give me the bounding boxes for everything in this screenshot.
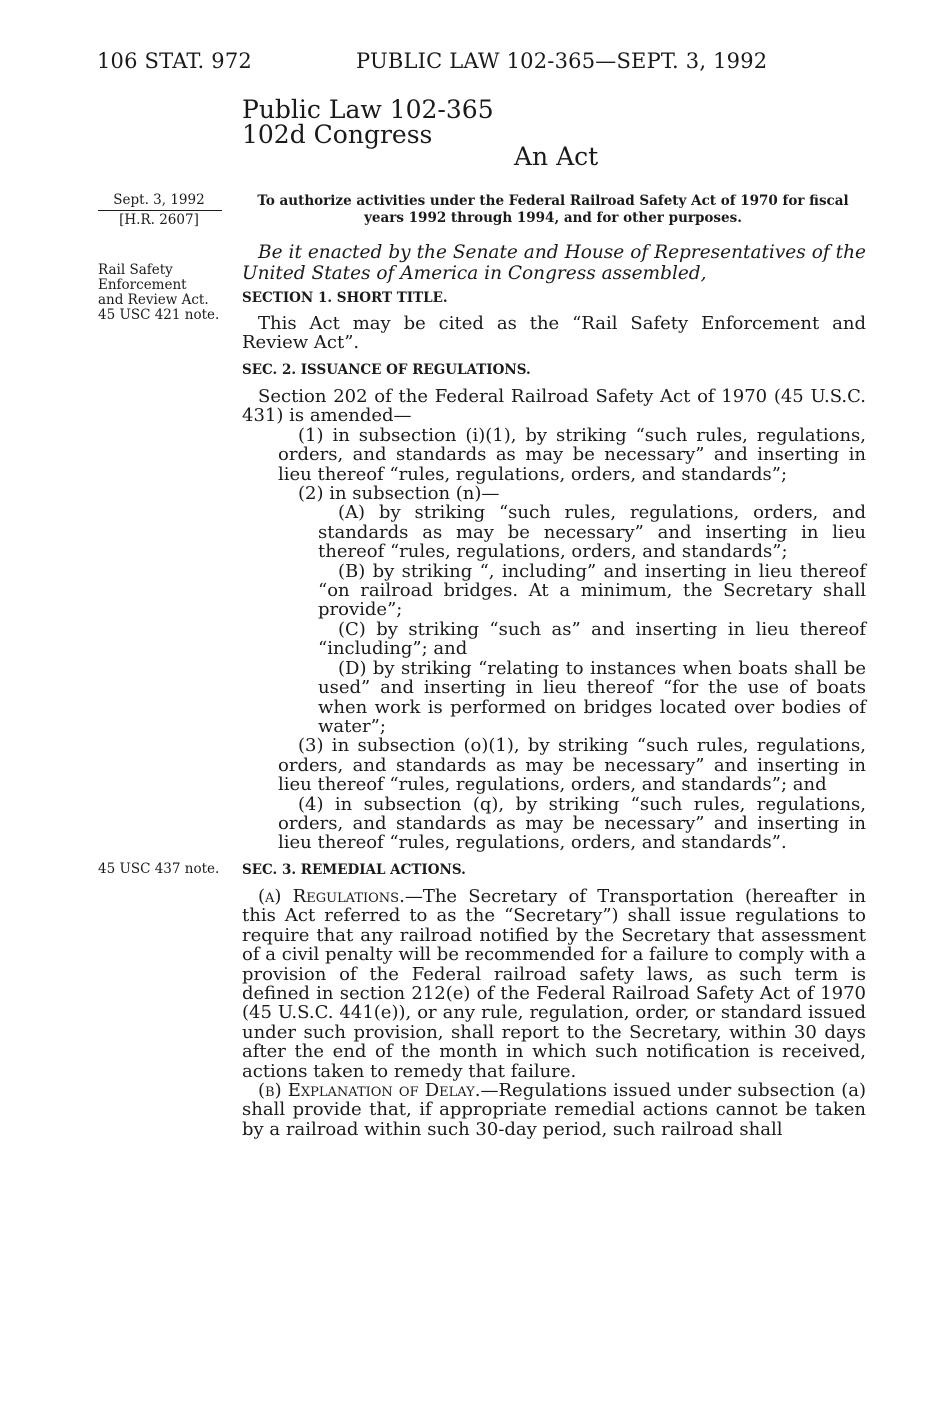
- section-2-para-d: (D) by striking “relating to instances when boats shall be used” and inserting in lieu thereof “for the use of boats when work is performed on bridges located over bodies of water”;: [318, 657, 866, 737]
- congress-label: 102d Congress: [242, 120, 433, 149]
- act-title: An Act: [514, 142, 599, 171]
- section-2-para-c: (C) by striking “such as” and inserting in lieu thereof “including”; and: [318, 618, 866, 660]
- purpose-line-2: years 1992 through 1994, and for other purposes.: [364, 210, 742, 226]
- section-2-para-a: (A) by striking “such rules, regulations, orders, and standards as may be necessary” and inserting in lieu thereof “rules, regulations, orders, and standards”;: [318, 502, 866, 563]
- section-1-text: This Act may be cited as the “Rail Safety Enforcement and Review Act”.: [242, 313, 866, 354]
- section-1-heading: SECTION 1. SHORT TITLE.: [242, 290, 448, 306]
- section-2-intro: Section 202 of the Federal Railroad Safety Act of 1970 (45 U.S.C. 431) is amended—: [242, 386, 866, 427]
- section-2-para-2: (2) in subsection (n)—: [298, 483, 500, 505]
- margin-divider: [98, 210, 222, 211]
- margin-usc-421: 45 USC 421 note.: [98, 307, 220, 323]
- public-law-number: Public Law 102-365: [242, 95, 494, 124]
- margin-short-title-line: Enforcement: [98, 277, 187, 293]
- section-2-body: [242, 387, 866, 853]
- section-2-heading: SEC. 2. ISSUANCE OF REGULATIONS.: [242, 362, 531, 378]
- margin-usc-437: 45 USC 437 note.: [98, 861, 220, 877]
- margin-short-title-line: Rail Safety: [98, 262, 173, 278]
- margin-bill-number: [H.R. 2607]: [119, 212, 199, 228]
- section-2-para-b: (B) by striking “, including” and inserting in lieu thereof “on railroad bridges. At a minimum, the Secretary shall provide”;: [318, 560, 866, 621]
- section-3-heading: SEC. 3. REMEDIAL ACTIONS.: [242, 862, 466, 878]
- margin-date: Sept. 3, 1992: [113, 192, 205, 208]
- margin-short-title: [98, 263, 219, 323]
- margin-short-title-line: and Review Act.: [98, 292, 209, 308]
- section-3-subsection-a: [242, 887, 866, 1081]
- section-3-subsection-b: [242, 1081, 866, 1139]
- subsection-b-text: —Regulations issued under subsection (a) shall provide that, if appropriate remedial actions cannot be taken by a railroad within such 30-day period, such railroad shall: [242, 1080, 866, 1140]
- subsection-a-heading: (a) Regulations.: [258, 886, 405, 907]
- section-2-para-3: (3) in subsection (o)(1), by striking “such rules, regulations, orders, and standards as may be necessary” and inserting in lieu thereof “rules, regulations, orders, and standards”; and: [278, 735, 866, 796]
- section-2-para-1: (1) in subsection (i)(1), by striking “such rules, regulations, orders, and standards as may be necessary” and inserting in lieu thereof “rules, regulations, orders, and standards”;: [278, 424, 866, 485]
- subsection-a-text: —The Secretary of Transportation (hereafter in this Act referred to as the “Secretary”) shall issue regulations to require that any railroad notified by the Secretary that assessment of a civil penalty will be recommended for a failure to comply with a provision of the Federal railroad safety laws, as such term is defined in section 212(e) of the Federal Railroad Safety Act of 1970 (45 U.S.C. 441(e)), or any rule, regulation, order, or standard issued under such provision, shall report to the Secretary, within 30 days after the end of the month in which such notification is received, actions taken to remedy that failure.: [242, 886, 866, 1082]
- section-3-body: [242, 887, 866, 1139]
- running-head: PUBLIC LAW 102-365—SEPT. 3, 1992: [356, 49, 768, 73]
- section-2-para-4: (4) in subsection (q), by striking “such rules, regulations, orders, and standards as may be necessary” and inserting in lieu thereof “rules, regulations, orders, and standards”.: [278, 793, 866, 854]
- purpose-line-1: To authorize activities under the Federal Railroad Safety Act of 1970 for fiscal: [257, 193, 849, 209]
- page-stat-number: 106 STAT. 972: [97, 49, 252, 73]
- act-purpose: [240, 193, 866, 227]
- enacting-clause: Be it enacted by the Senate and House of Representatives of the United States of America in Congress assembled,: [242, 242, 866, 284]
- subsection-b-heading: (b) Explanation of Delay.: [258, 1080, 481, 1102]
